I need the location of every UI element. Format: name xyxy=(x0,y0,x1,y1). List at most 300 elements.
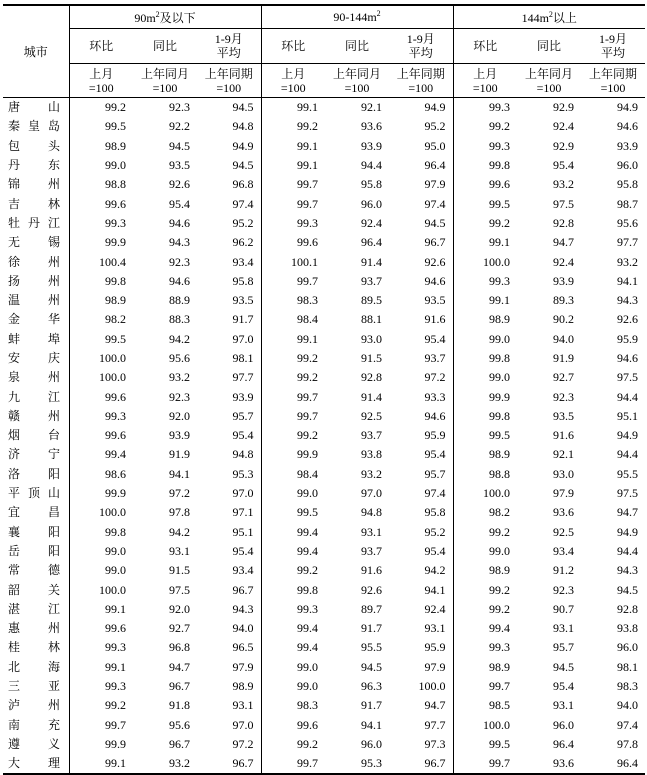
value-cell: 99.3 xyxy=(453,98,517,118)
value-cell: 99.2 xyxy=(453,523,517,542)
city-cell xyxy=(3,272,69,291)
city-cell xyxy=(3,387,69,406)
value-cell: 99.5 xyxy=(453,194,517,213)
value-cell: 99.2 xyxy=(453,580,517,599)
city-name-char: 秦 xyxy=(8,119,21,134)
city-name xyxy=(8,139,60,154)
value-cell: 94.4 xyxy=(617,389,638,404)
value-cell: 94.6 xyxy=(424,408,446,423)
base-header-line1: 上月 xyxy=(89,66,114,81)
value-cell: 99.5 xyxy=(69,117,133,136)
value-cell: 95.7 xyxy=(553,640,574,655)
table-row xyxy=(3,291,645,310)
value-cell: 99.2 xyxy=(261,561,325,580)
table-row xyxy=(3,619,645,638)
value-cell: 92.8 xyxy=(553,215,574,230)
value-cell: 93.5 xyxy=(232,293,254,308)
city-cell xyxy=(3,658,69,677)
value-cell: 98.3 xyxy=(617,679,638,694)
base-header xyxy=(133,64,197,98)
city-name-char: 韶 xyxy=(8,582,21,597)
measure-header-line1: 同比 xyxy=(536,39,561,53)
city-name xyxy=(8,544,60,559)
city-cell xyxy=(3,600,69,619)
value-cell: 91.7 xyxy=(232,312,254,327)
value-cell: 93.6 xyxy=(517,754,581,774)
base-header-line1: 上年同月 xyxy=(524,66,573,81)
table-row xyxy=(3,349,645,368)
value-cell: 99.0 xyxy=(453,368,517,387)
city-name xyxy=(8,409,60,424)
value-cell: 99.1 xyxy=(69,754,133,774)
city-cell xyxy=(3,484,69,503)
city-cell xyxy=(3,580,69,599)
city-name xyxy=(8,390,60,405)
header-row-measures xyxy=(3,29,645,64)
city-cell xyxy=(3,754,69,774)
measure-header-line2: 平均 xyxy=(408,46,433,60)
value-cell: 91.6 xyxy=(424,312,446,327)
city-name-char: 泸 xyxy=(8,698,21,713)
city-cell xyxy=(3,407,69,426)
value-cell: 94.5 xyxy=(169,138,190,153)
value-cell: 91.6 xyxy=(361,563,382,578)
base-header xyxy=(389,64,453,98)
value-cell: 99.3 xyxy=(453,272,517,291)
value-cell: 95.1 xyxy=(617,408,638,423)
city-name-char: 海 xyxy=(47,659,60,674)
value-cell: 91.4 xyxy=(361,389,382,404)
value-cell: 94.3 xyxy=(617,563,638,578)
value-cell: 89.3 xyxy=(553,293,574,308)
city-name-char: 埠 xyxy=(47,331,60,346)
value-cell: 100.0 xyxy=(69,503,133,522)
city-name-char: 金 xyxy=(8,312,21,327)
base-header-line2: =100 xyxy=(152,80,178,95)
value-cell: 95.2 xyxy=(424,119,446,134)
base-header-line2: =100 xyxy=(408,80,434,95)
table-row xyxy=(3,252,645,271)
value-cell: 98.2 xyxy=(453,503,517,522)
value-cell: 93.8 xyxy=(361,447,382,462)
value-cell: 99.0 xyxy=(69,542,133,561)
value-cell: 94.9 xyxy=(424,100,446,115)
city-name xyxy=(8,621,60,636)
value-cell: 88.1 xyxy=(361,312,382,327)
value-cell: 91.8 xyxy=(169,698,190,713)
value-cell: 89.7 xyxy=(361,601,382,616)
value-cell: 97.5 xyxy=(553,196,574,211)
city-name-char: 宁 xyxy=(47,447,60,462)
table-row xyxy=(3,330,645,349)
city-name-char: 烟 xyxy=(8,428,21,443)
value-cell: 98.1 xyxy=(617,659,638,674)
value-cell: 92.1 xyxy=(361,100,382,115)
value-cell: 97.9 xyxy=(553,486,574,501)
value-cell: 93.1 xyxy=(232,698,254,713)
value-cell: 97.8 xyxy=(169,505,190,520)
city-name xyxy=(8,505,60,520)
value-cell: 99.3 xyxy=(453,137,517,156)
table-row xyxy=(3,754,645,774)
city-cell xyxy=(3,98,69,118)
value-cell: 98.1 xyxy=(232,351,254,365)
value-cell: 94.3 xyxy=(617,293,638,308)
value-cell: 95.4 xyxy=(424,447,446,462)
value-cell: 95.9 xyxy=(424,640,446,655)
city-cell xyxy=(3,214,69,233)
value-cell: 97.5 xyxy=(169,582,190,597)
value-cell: 99.3 xyxy=(453,638,517,657)
value-cell: 96.3 xyxy=(361,679,382,694)
value-cell: 99.9 xyxy=(453,387,517,406)
measure-header-line1: 同比 xyxy=(152,39,177,53)
value-cell: 95.4 xyxy=(553,158,574,173)
value-cell: 96.0 xyxy=(361,196,382,211)
city-name-char: 洛 xyxy=(8,466,21,481)
value-cell: 99.2 xyxy=(453,117,517,136)
table-row xyxy=(3,561,645,580)
value-cell: 98.3 xyxy=(261,291,325,310)
value-cell: 93.4 xyxy=(232,563,254,578)
value-cell: 91.7 xyxy=(361,698,382,713)
value-cell: 95.4 xyxy=(424,331,446,346)
value-cell: 95.6 xyxy=(617,215,638,230)
value-cell: 93.9 xyxy=(553,273,574,288)
city-name-char: 州 xyxy=(47,698,60,713)
value-cell: 97.8 xyxy=(617,736,638,751)
base-header-line1: 上年同期 xyxy=(588,66,637,81)
value-cell: 99.4 xyxy=(261,542,325,561)
value-cell: 99.2 xyxy=(261,349,325,368)
value-cell: 91.2 xyxy=(553,563,574,578)
city-name-char: 扬 xyxy=(8,273,21,288)
value-cell: 95.8 xyxy=(617,177,638,192)
base-header xyxy=(261,64,325,98)
city-name xyxy=(8,525,60,540)
value-cell: 96.4 xyxy=(581,754,645,774)
measure-header xyxy=(261,29,325,64)
city-column-header: 城市 xyxy=(3,5,69,98)
value-cell: 94.6 xyxy=(617,351,638,365)
city-cell xyxy=(3,445,69,464)
group-header-large: $144m^2$以上 xyxy=(453,5,645,29)
value-cell: 93.2 xyxy=(169,370,190,385)
city-cell xyxy=(3,368,69,387)
city-name-char: 无 xyxy=(8,235,21,250)
value-cell: 99.7 xyxy=(453,677,517,696)
city-name-char: 锡 xyxy=(47,235,60,250)
value-cell: 100.1 xyxy=(261,252,325,271)
city-name xyxy=(8,718,60,733)
value-cell: 99.8 xyxy=(453,156,517,175)
base-header xyxy=(581,64,645,98)
city-name-char: 北 xyxy=(8,659,21,674)
city-name-char: 温 xyxy=(8,293,21,308)
value-cell: 97.4 xyxy=(232,196,254,211)
value-cell: 99.2 xyxy=(453,600,517,619)
value-cell: 93.7 xyxy=(361,273,382,288)
value-cell: 99.2 xyxy=(69,98,133,118)
value-cell: 100.0 xyxy=(418,679,446,694)
base-header-line2: =100 xyxy=(280,80,306,95)
city-cell xyxy=(3,542,69,561)
base-header xyxy=(325,64,389,98)
group-header-small: $90m^2$及以下 xyxy=(69,5,261,29)
value-cell: 97.2 xyxy=(169,486,190,501)
value-cell: 97.1 xyxy=(232,505,254,520)
city-name-char: 遵 xyxy=(8,736,21,751)
value-cell: 94.9 xyxy=(617,100,638,115)
city-name xyxy=(8,640,60,655)
city-name-char: 江 xyxy=(47,215,60,230)
value-cell: 91.4 xyxy=(361,254,382,269)
value-cell: 99.6 xyxy=(261,233,325,252)
city-name xyxy=(8,660,60,675)
city-name-char: 湛 xyxy=(8,601,21,616)
city-name xyxy=(8,274,60,289)
value-cell: 94.6 xyxy=(424,273,446,288)
city-name xyxy=(8,197,60,212)
value-cell: 96.4 xyxy=(553,736,574,751)
value-cell: 99.0 xyxy=(69,156,133,175)
value-cell: 92.3 xyxy=(169,100,190,115)
value-cell: 99.6 xyxy=(69,426,133,445)
city-cell xyxy=(3,137,69,156)
table-body xyxy=(3,98,645,775)
table-row xyxy=(3,716,645,735)
table-row xyxy=(3,638,645,657)
value-cell: 99.0 xyxy=(453,330,517,349)
value-cell: 92.8 xyxy=(617,601,638,616)
value-cell: 96.4 xyxy=(424,158,446,173)
value-cell: 92.6 xyxy=(361,582,382,597)
value-cell: 99.7 xyxy=(261,754,325,774)
value-cell: 99.2 xyxy=(261,735,325,754)
city-name xyxy=(8,312,60,327)
value-cell: 98.4 xyxy=(261,310,325,329)
value-cell: 92.7 xyxy=(553,370,574,385)
value-cell: 98.7 xyxy=(617,196,638,211)
value-cell: 97.0 xyxy=(232,331,254,346)
value-cell: 95.0 xyxy=(424,138,446,153)
base-header-line2: =100 xyxy=(216,80,242,95)
value-cell: 97.0 xyxy=(361,486,382,501)
value-cell: 98.9 xyxy=(453,658,517,677)
value-cell: 95.1 xyxy=(232,524,254,539)
value-cell: 94.7 xyxy=(553,235,574,250)
value-cell: 97.7 xyxy=(617,235,638,250)
value-cell: 98.9 xyxy=(232,679,254,694)
value-cell: 99.5 xyxy=(453,426,517,445)
value-cell: 98.8 xyxy=(69,175,133,194)
measure-header-line1: 1-9月 xyxy=(406,32,435,46)
base-header-line2: =100 xyxy=(600,80,626,95)
value-cell: 99.6 xyxy=(453,175,517,194)
value-cell: 99.3 xyxy=(69,638,133,657)
value-cell: 92.6 xyxy=(169,177,190,192)
value-cell: 95.8 xyxy=(424,505,446,520)
value-cell: 94.3 xyxy=(232,601,254,616)
measure-header xyxy=(453,29,517,64)
city-name-char: 江 xyxy=(47,601,60,616)
measure-header-line1: 环比 xyxy=(281,39,306,53)
value-cell: 93.7 xyxy=(361,428,382,443)
table-row xyxy=(3,542,645,561)
value-cell: 99.8 xyxy=(453,407,517,426)
city-name-char: 林 xyxy=(47,196,60,211)
city-name-char: 吉 xyxy=(8,196,21,211)
city-name-char: 台 xyxy=(47,428,60,443)
base-header xyxy=(69,64,133,98)
city-cell xyxy=(3,503,69,522)
value-cell: 99.9 xyxy=(69,735,133,754)
value-cell: 94.9 xyxy=(232,138,254,153)
base-header-line1: 上年同期 xyxy=(396,66,445,81)
value-cell: 92.8 xyxy=(361,370,382,385)
city-cell xyxy=(3,330,69,349)
city-name xyxy=(8,235,60,250)
header-row-groups xyxy=(3,5,645,29)
city-name-char: 宜 xyxy=(8,505,21,520)
value-cell: 99.0 xyxy=(261,484,325,503)
base-header xyxy=(453,64,517,98)
value-cell: 94.0 xyxy=(617,698,638,713)
value-cell: 98.9 xyxy=(453,561,517,580)
value-cell: 99.2 xyxy=(261,368,325,387)
value-cell: 99.8 xyxy=(261,580,325,599)
value-cell: 94.6 xyxy=(169,215,190,230)
value-cell: 93.6 xyxy=(361,119,382,134)
city-cell xyxy=(3,291,69,310)
value-cell: 92.4 xyxy=(553,254,574,269)
value-cell: 95.6 xyxy=(169,351,190,365)
value-cell: 97.9 xyxy=(424,177,446,192)
city-cell xyxy=(3,310,69,329)
value-cell: 94.5 xyxy=(424,215,446,230)
value-cell: 98.3 xyxy=(261,696,325,715)
value-cell: 98.5 xyxy=(453,696,517,715)
measure-header-line1: 同比 xyxy=(344,39,369,53)
value-cell: 92.0 xyxy=(169,601,190,616)
table-row xyxy=(3,98,645,118)
city-name xyxy=(8,447,60,462)
city-name-char: 江 xyxy=(47,389,60,404)
value-cell: 95.8 xyxy=(232,273,254,288)
value-cell: 97.4 xyxy=(617,717,638,732)
value-cell: 97.9 xyxy=(424,659,446,674)
city-name-char: 阳 xyxy=(47,466,60,481)
value-cell: 99.7 xyxy=(69,716,133,735)
value-cell: 99.2 xyxy=(69,696,133,715)
city-cell xyxy=(3,252,69,271)
value-cell: 94.9 xyxy=(617,428,638,443)
table-row xyxy=(3,445,645,464)
value-cell: 94.0 xyxy=(232,621,254,636)
value-cell: 99.2 xyxy=(261,426,325,445)
city-name-char: 岳 xyxy=(8,543,21,558)
city-cell xyxy=(3,677,69,696)
value-cell: 99.5 xyxy=(261,503,325,522)
value-cell: 94.7 xyxy=(617,505,638,520)
value-cell: 93.7 xyxy=(424,351,446,365)
value-cell: 93.5 xyxy=(553,408,574,423)
value-cell: 99.1 xyxy=(453,291,517,310)
value-cell: 97.0 xyxy=(232,717,254,732)
table-row xyxy=(3,600,645,619)
table-row xyxy=(3,117,645,136)
city-name xyxy=(8,293,60,308)
value-cell: 94.6 xyxy=(169,273,190,288)
table-row xyxy=(3,426,645,445)
city-cell xyxy=(3,156,69,175)
table-row xyxy=(3,735,645,754)
city-name-char: 桂 xyxy=(8,640,21,655)
value-cell: 95.9 xyxy=(617,331,638,346)
value-cell: 92.6 xyxy=(617,312,638,327)
city-name xyxy=(8,698,60,713)
value-cell: 95.7 xyxy=(424,466,446,481)
value-cell: 94.5 xyxy=(232,100,254,115)
value-cell: 94.8 xyxy=(361,505,382,520)
value-cell: 99.8 xyxy=(69,272,133,291)
city-name-char: 头 xyxy=(47,138,60,153)
value-cell: 99.3 xyxy=(261,600,325,619)
value-cell: 97.7 xyxy=(424,717,446,732)
table-row xyxy=(3,677,645,696)
city-name xyxy=(8,679,60,694)
value-cell: 95.5 xyxy=(617,466,638,481)
city-name-char: 皇 xyxy=(27,119,40,134)
city-name xyxy=(8,177,60,192)
value-cell: 97.5 xyxy=(617,486,638,501)
measure-header-line1: 1-9月 xyxy=(599,32,627,46)
value-cell: 93.9 xyxy=(617,138,638,153)
table-row xyxy=(3,272,645,291)
value-cell: 96.4 xyxy=(361,235,382,250)
city-name-char: 济 xyxy=(8,447,21,462)
value-cell: 96.7 xyxy=(424,235,446,250)
table-row xyxy=(3,696,645,715)
value-cell: 94.5 xyxy=(232,158,254,173)
value-cell: 99.3 xyxy=(261,214,325,233)
city-name-char: 丹 xyxy=(27,215,40,230)
city-name-char: 阳 xyxy=(47,524,60,539)
city-name-char: 德 xyxy=(47,563,60,578)
base-header-line2: =100 xyxy=(344,80,370,95)
city-name-char: 大 xyxy=(8,756,21,771)
value-cell: 100.0 xyxy=(453,716,517,735)
value-cell: 95.2 xyxy=(424,524,446,539)
city-name-char: 州 xyxy=(47,370,60,385)
value-cell: 99.9 xyxy=(261,445,325,464)
value-cell: 92.1 xyxy=(553,447,574,462)
value-cell: 100.0 xyxy=(453,252,517,271)
city-name-char: 惠 xyxy=(8,621,21,636)
value-cell: 99.6 xyxy=(69,194,133,213)
value-cell: 92.3 xyxy=(553,582,574,597)
price-index-table xyxy=(3,4,645,775)
value-cell: 96.0 xyxy=(553,717,574,732)
value-cell: 99.6 xyxy=(69,387,133,406)
value-cell: 94.1 xyxy=(617,273,638,288)
value-cell: 99.7 xyxy=(261,272,325,291)
value-cell: 93.5 xyxy=(424,293,446,308)
value-cell: 92.9 xyxy=(553,138,574,153)
table-row xyxy=(3,387,645,406)
base-header-line2: =100 xyxy=(472,80,498,95)
value-cell: 96.7 xyxy=(232,582,254,597)
